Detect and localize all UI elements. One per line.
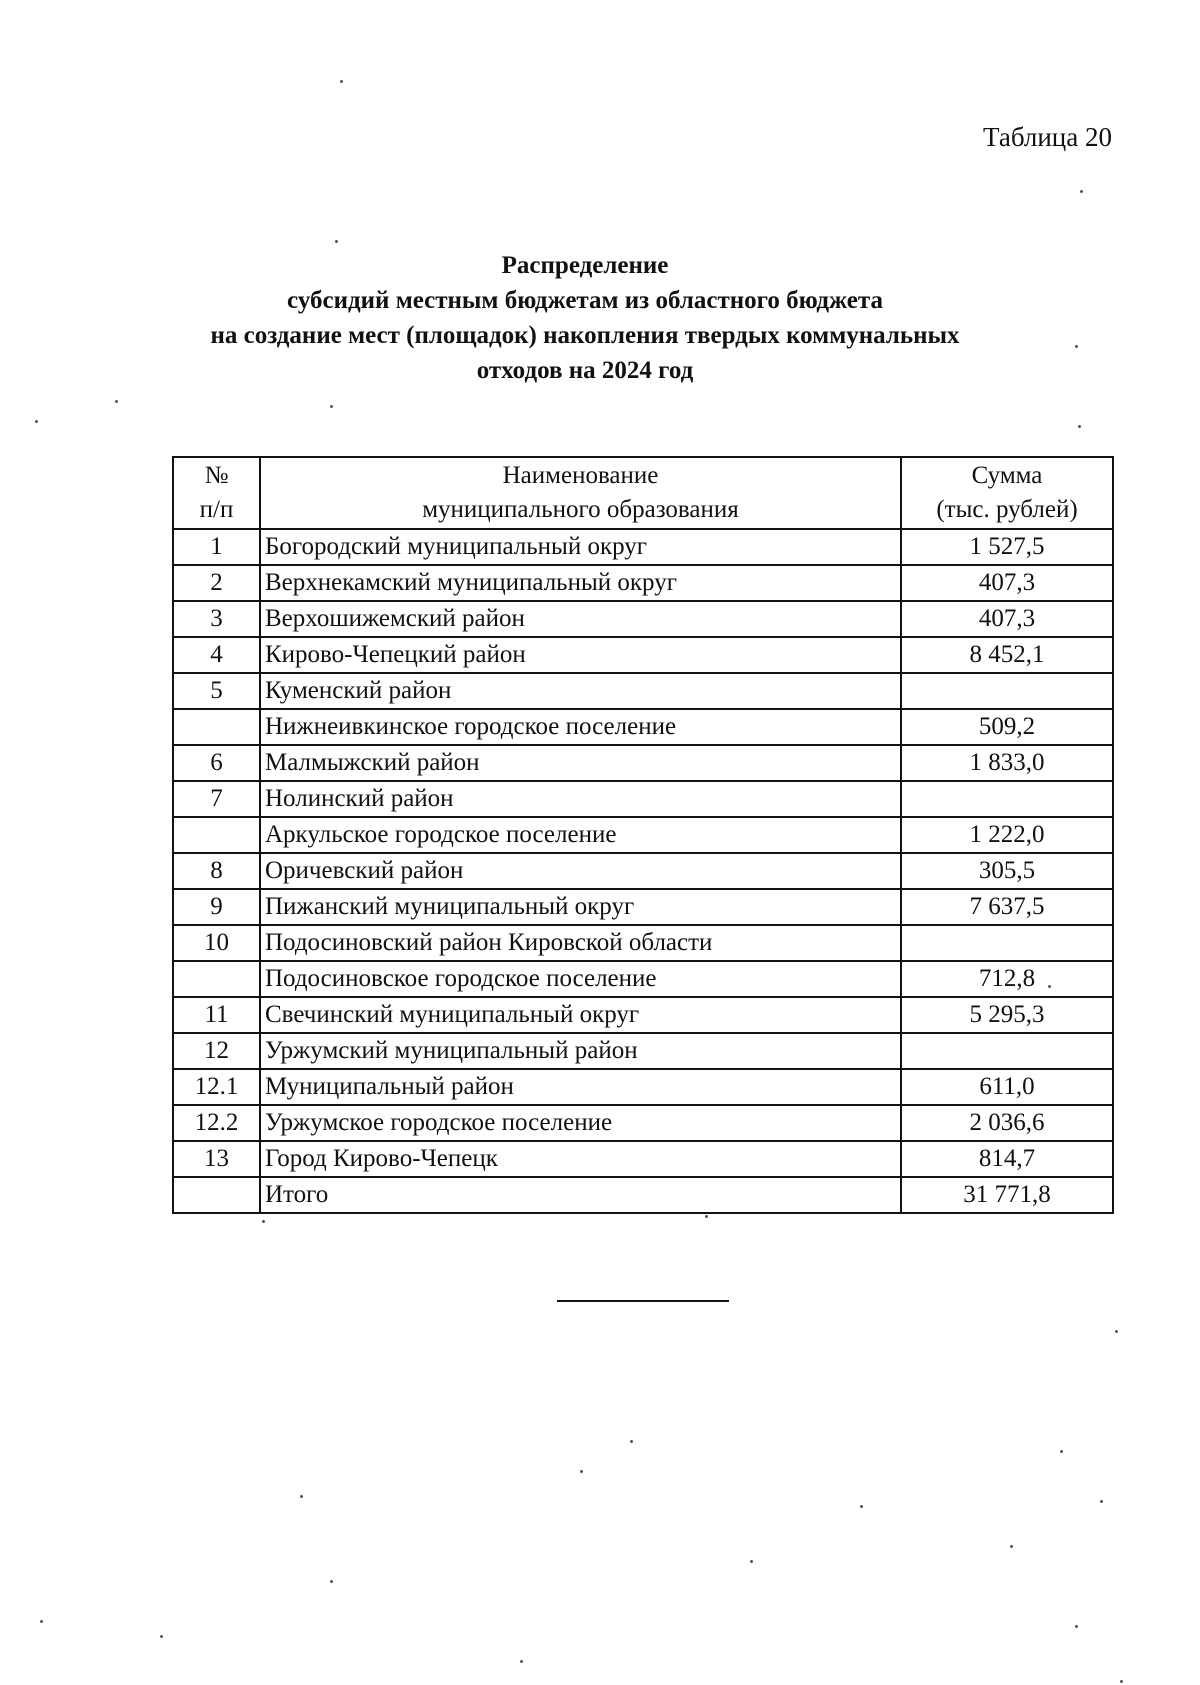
- document-title: [140, 248, 1030, 388]
- scan-speck: [580, 1470, 583, 1473]
- row-sum-cell: 1 527,5: [901, 529, 1113, 565]
- row-sum-cell: 2 036,6: [901, 1105, 1113, 1141]
- row-number-cell: 3: [173, 601, 260, 637]
- row-name-cell: Город Кирово-Чепецк: [260, 1141, 901, 1177]
- scan-speck: [300, 1495, 303, 1498]
- table-row: [173, 961, 1113, 997]
- table-row: [173, 529, 1113, 565]
- scan-speck: [35, 420, 38, 423]
- row-sum-cell: 31 771,8: [901, 1177, 1113, 1213]
- row-name-cell: Подосиновское городское поселение: [260, 961, 901, 997]
- table-row: [173, 637, 1113, 673]
- table-number-label: Таблица 20: [983, 122, 1112, 152]
- scan-speck: [115, 400, 118, 403]
- row-number-cell: 12.1: [173, 1069, 260, 1105]
- closing-divider-line: [557, 1300, 729, 1302]
- row-number-cell: [173, 709, 260, 745]
- row-number-cell: 12.2: [173, 1105, 260, 1141]
- row-number-cell: 9: [173, 889, 260, 925]
- scan-speck: [1060, 1450, 1063, 1453]
- row-name-cell: Свечинский муниципальный округ: [260, 997, 901, 1033]
- row-sum-cell: 814,7: [901, 1141, 1113, 1177]
- table-row: [173, 565, 1113, 601]
- row-number-cell: 13: [173, 1141, 260, 1177]
- scan-speck: [262, 1220, 265, 1223]
- table-row: [173, 601, 1113, 637]
- row-sum-cell: [901, 673, 1113, 709]
- row-name-cell: Нолинский район: [260, 781, 901, 817]
- scan-speck: [1010, 1545, 1013, 1548]
- row-name-cell: Нижнеивкинское городское поселение: [260, 709, 901, 745]
- row-number-cell: 4: [173, 637, 260, 673]
- row-sum-cell: 5 295,3: [901, 997, 1113, 1033]
- row-sum-cell: [901, 781, 1113, 817]
- header-sum-line-2: (тыс. рублей): [936, 496, 1078, 523]
- table-row: [173, 1105, 1113, 1141]
- row-sum-cell: 611,0: [901, 1069, 1113, 1105]
- scan-speck: [1115, 1330, 1118, 1333]
- row-name-cell: Итого: [260, 1177, 901, 1213]
- row-name-cell: Верхошижемский район: [260, 601, 901, 637]
- table-header-row: [173, 457, 1113, 529]
- scan-speck: [520, 1660, 523, 1663]
- scan-speck: [330, 405, 333, 408]
- title-line-1: Распределение: [501, 252, 669, 279]
- title-line-3: на создание мест (площадок) накопления твердых коммунальных: [210, 322, 960, 349]
- row-sum-cell: [901, 925, 1113, 961]
- row-number-cell: 12: [173, 1033, 260, 1069]
- row-number-cell: 8: [173, 853, 260, 889]
- header-name: [260, 457, 901, 529]
- row-sum-cell: 407,3: [901, 565, 1113, 601]
- scan-speck: [1075, 1625, 1078, 1628]
- table-body: [173, 529, 1113, 1213]
- row-number-cell: [173, 961, 260, 997]
- table-row: [173, 889, 1113, 925]
- row-sum-cell: 407,3: [901, 601, 1113, 637]
- row-number-cell: 10: [173, 925, 260, 961]
- row-number-cell: 5: [173, 673, 260, 709]
- row-sum-cell: 7 637,5: [901, 889, 1113, 925]
- header-name-line-2: муниципального образования: [422, 496, 739, 523]
- row-number-cell: [173, 1177, 260, 1213]
- row-number-cell: 11: [173, 997, 260, 1033]
- scan-speck: [1078, 425, 1081, 428]
- scan-speck: [335, 240, 338, 243]
- scan-speck: [1080, 190, 1083, 193]
- row-sum-cell: [901, 1033, 1113, 1069]
- table-row: [173, 745, 1113, 781]
- row-sum-cell: 305,5: [901, 853, 1113, 889]
- scan-speck: [340, 80, 343, 83]
- scan-speck: [160, 1635, 163, 1638]
- row-name-cell: Оричевский район: [260, 853, 901, 889]
- scan-speck: [860, 1505, 863, 1508]
- row-name-cell: Подосиновский район Кировской области: [260, 925, 901, 961]
- scan-speck: [750, 1560, 753, 1563]
- header-number-line-2: п/п: [199, 496, 234, 523]
- table-row: [173, 1069, 1113, 1105]
- scan-speck: [1100, 1500, 1103, 1503]
- table-row: [173, 1033, 1113, 1069]
- header-number: [173, 457, 260, 529]
- subsidy-distribution-table: [172, 456, 1114, 1214]
- scan-speck: [1048, 985, 1051, 988]
- scan-speck: [40, 1620, 43, 1623]
- row-sum-cell: 712,8: [901, 961, 1113, 997]
- row-name-cell: Кирово-Чепецкий район: [260, 637, 901, 673]
- row-name-cell: Куменский район: [260, 673, 901, 709]
- header-number-line-1: №: [204, 462, 229, 489]
- row-name-cell: Муниципальный район: [260, 1069, 901, 1105]
- table-row: [173, 781, 1113, 817]
- row-number-cell: 7: [173, 781, 260, 817]
- header-name-line-1: Наименование: [502, 462, 659, 489]
- table-row: [173, 673, 1113, 709]
- table-row: [173, 997, 1113, 1033]
- table-row: [173, 925, 1113, 961]
- row-number-cell: 1: [173, 529, 260, 565]
- header-sum: [901, 457, 1113, 529]
- row-number-cell: 6: [173, 745, 260, 781]
- header-sum-line-1: Сумма: [971, 462, 1043, 489]
- row-name-cell: Пижанский муниципальный округ: [260, 889, 901, 925]
- row-sum-cell: 509,2: [901, 709, 1113, 745]
- row-name-cell: Уржумский муниципальный район: [260, 1033, 901, 1069]
- row-number-cell: 2: [173, 565, 260, 601]
- row-name-cell: Аркульское городское поселение: [260, 817, 901, 853]
- table-row: [173, 709, 1113, 745]
- title-line-2: субсидий местным бюджетам из областного бюджета: [287, 287, 883, 314]
- row-sum-cell: 1 222,0: [901, 817, 1113, 853]
- scan-speck: [330, 1580, 333, 1583]
- row-sum-cell: 1 833,0: [901, 745, 1113, 781]
- row-name-cell: Уржумское городское поселение: [260, 1105, 901, 1141]
- scan-speck: [705, 1215, 708, 1218]
- scan-speck: [630, 1440, 633, 1443]
- table-row: [173, 853, 1113, 889]
- scan-speck: [1120, 1680, 1123, 1683]
- title-line-4: отходов на 2024 год: [476, 357, 694, 384]
- table-total-row: [173, 1177, 1113, 1213]
- row-name-cell: Верхнекамский муниципальный округ: [260, 565, 901, 601]
- row-name-cell: Богородский муниципальный округ: [260, 529, 901, 565]
- scan-speck: [1075, 345, 1078, 348]
- row-number-cell: [173, 817, 260, 853]
- table-row: [173, 817, 1113, 853]
- row-sum-cell: 8 452,1: [901, 637, 1113, 673]
- row-name-cell: Малмыжский район: [260, 745, 901, 781]
- table-row: [173, 1141, 1113, 1177]
